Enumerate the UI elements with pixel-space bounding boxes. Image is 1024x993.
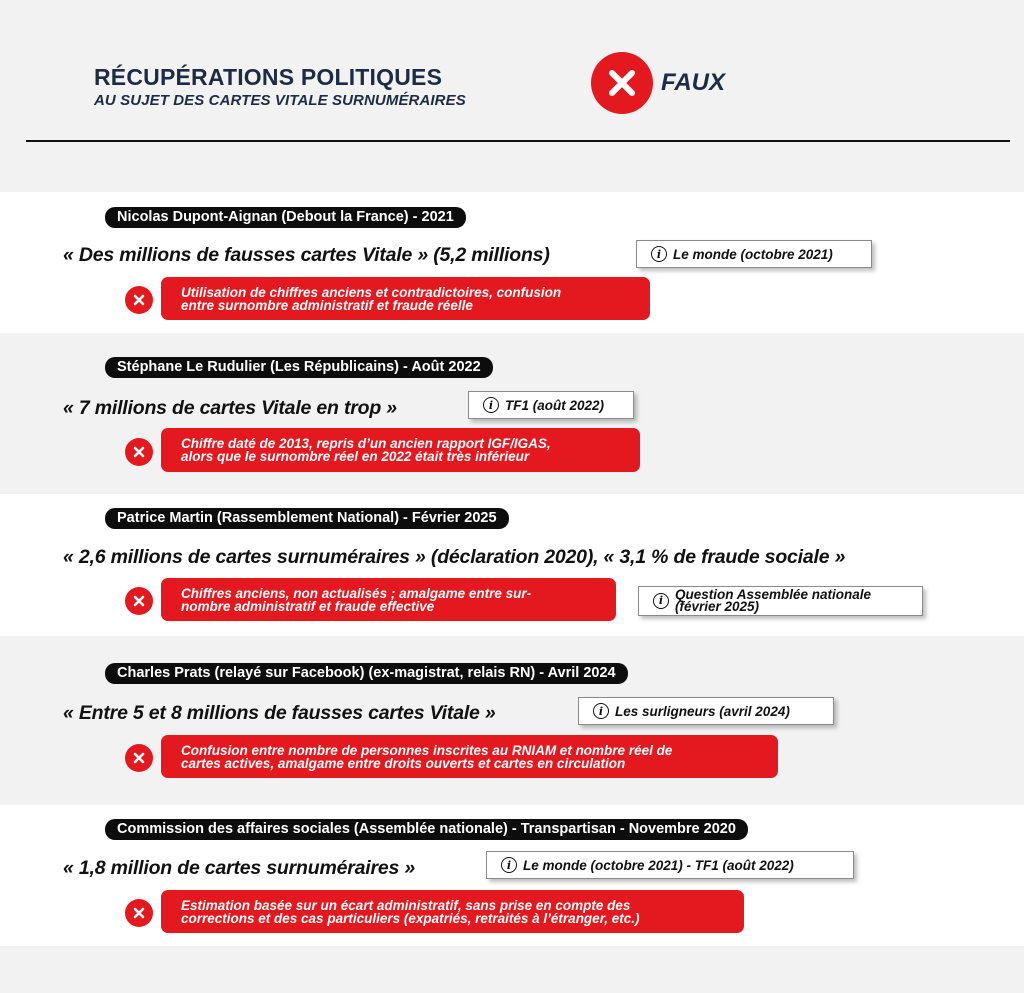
page-subtitle: AU SUJET DES CARTES VITALE SURNUMÉRAIRES bbox=[94, 92, 466, 109]
x-icon bbox=[125, 286, 153, 314]
claim-card bbox=[0, 636, 1024, 805]
claim-quote: « Des millions de fausses cartes Vitale » (5,2 millions) bbox=[63, 244, 550, 266]
claim-card bbox=[0, 805, 1024, 946]
rebuttal-box bbox=[161, 735, 778, 778]
rebuttal-line: alors que le surnombre réel en 2022 était très inférieur bbox=[181, 449, 530, 464]
source-label bbox=[675, 589, 871, 613]
info-icon: i bbox=[483, 397, 499, 413]
x-icon bbox=[125, 438, 153, 466]
claim-author: Patrice Martin (Rassemblement National) - Février 2025 bbox=[105, 508, 509, 529]
source-label: Le monde (octobre 2021) - TF1 (août 2022) bbox=[523, 857, 794, 873]
claim-card bbox=[0, 333, 1024, 494]
info-icon: i bbox=[653, 593, 669, 609]
claim-quote: « Entre 5 et 8 millions de fausses cartes Vitale » bbox=[63, 702, 496, 724]
rebuttal-box bbox=[161, 578, 616, 621]
rebuttal-line: Confusion entre nombre de personnes inscrites au RNIAM et nombre réel de bbox=[181, 743, 673, 758]
claim-author: Commission des affaires sociales (Assemblée nationale) - Transpartisan - Novembre 2020 bbox=[105, 819, 748, 840]
rebuttal-line: Estimation basée sur un écart administratif, sans prise en compte des bbox=[181, 898, 631, 913]
rebuttal-line: nombre administratif et fraude effective bbox=[181, 599, 435, 614]
rebuttal-box bbox=[161, 428, 640, 472]
page-title: RÉCUPÉRATIONS POLITIQUES bbox=[94, 64, 443, 90]
source-line: (février 2025) bbox=[675, 599, 760, 614]
source-label: Le monde (octobre 2021) bbox=[673, 246, 833, 262]
rebuttal-line: Utilisation de chiffres anciens et contradictoires, confusion bbox=[181, 285, 562, 300]
header bbox=[0, 0, 1024, 190]
source-label: TF1 (août 2022) bbox=[505, 397, 605, 413]
info-icon: i bbox=[501, 857, 517, 873]
verdict-label: FAUX bbox=[661, 69, 726, 96]
source-box bbox=[578, 697, 834, 725]
claim-card bbox=[0, 192, 1024, 333]
claim-quote: « 2,6 millions de cartes surnuméraires » (déclaration 2020), « 3,1 % de fraude sociale » bbox=[63, 546, 846, 568]
x-circle-icon bbox=[591, 52, 653, 114]
source-label: Les surligneurs (avril 2024) bbox=[615, 703, 790, 719]
source-box bbox=[468, 391, 634, 419]
claim-quote: « 7 millions de cartes Vitale en trop » bbox=[63, 397, 397, 419]
x-icon bbox=[125, 587, 153, 615]
info-icon: i bbox=[593, 703, 609, 719]
source-box bbox=[636, 240, 872, 268]
claim-quote: « 1,8 million de cartes surnuméraires » bbox=[63, 857, 416, 879]
x-icon bbox=[125, 744, 153, 772]
header-divider bbox=[26, 140, 1010, 142]
info-icon: i bbox=[651, 246, 667, 262]
rebuttal-line: Chiffres anciens, non actualisés ; amalgame entre sur- bbox=[181, 586, 532, 601]
claim-author: Charles Prats (relayé sur Facebook) (ex-magistrat, relais RN) - Avril 2024 bbox=[105, 663, 628, 684]
source-line: Question Assemblée nationale bbox=[675, 587, 872, 602]
claim-author: Nicolas Dupont-Aignan (Debout la France) - 2021 bbox=[105, 207, 466, 228]
source-box bbox=[638, 586, 923, 616]
x-icon bbox=[125, 899, 153, 927]
source-box bbox=[486, 851, 854, 879]
rebuttal-box bbox=[161, 277, 650, 320]
rebuttal-line: Chiffre daté de 2013, repris d’un ancien rapport IGF/IGAS, bbox=[181, 436, 551, 451]
rebuttal-box bbox=[161, 890, 744, 933]
rebuttal-line: entre surnombre administratif et fraude réelle bbox=[181, 298, 473, 313]
rebuttal-line: cartes actives, amalgame entre droits ouverts et cartes en circulation bbox=[181, 756, 626, 771]
claim-card bbox=[0, 494, 1024, 636]
rebuttal-line: corrections et des cas particuliers (expatriés, retraités à l’étranger, etc.) bbox=[181, 911, 640, 926]
claim-author: Stéphane Le Rudulier (Les Républicains) - Août 2022 bbox=[105, 357, 493, 378]
